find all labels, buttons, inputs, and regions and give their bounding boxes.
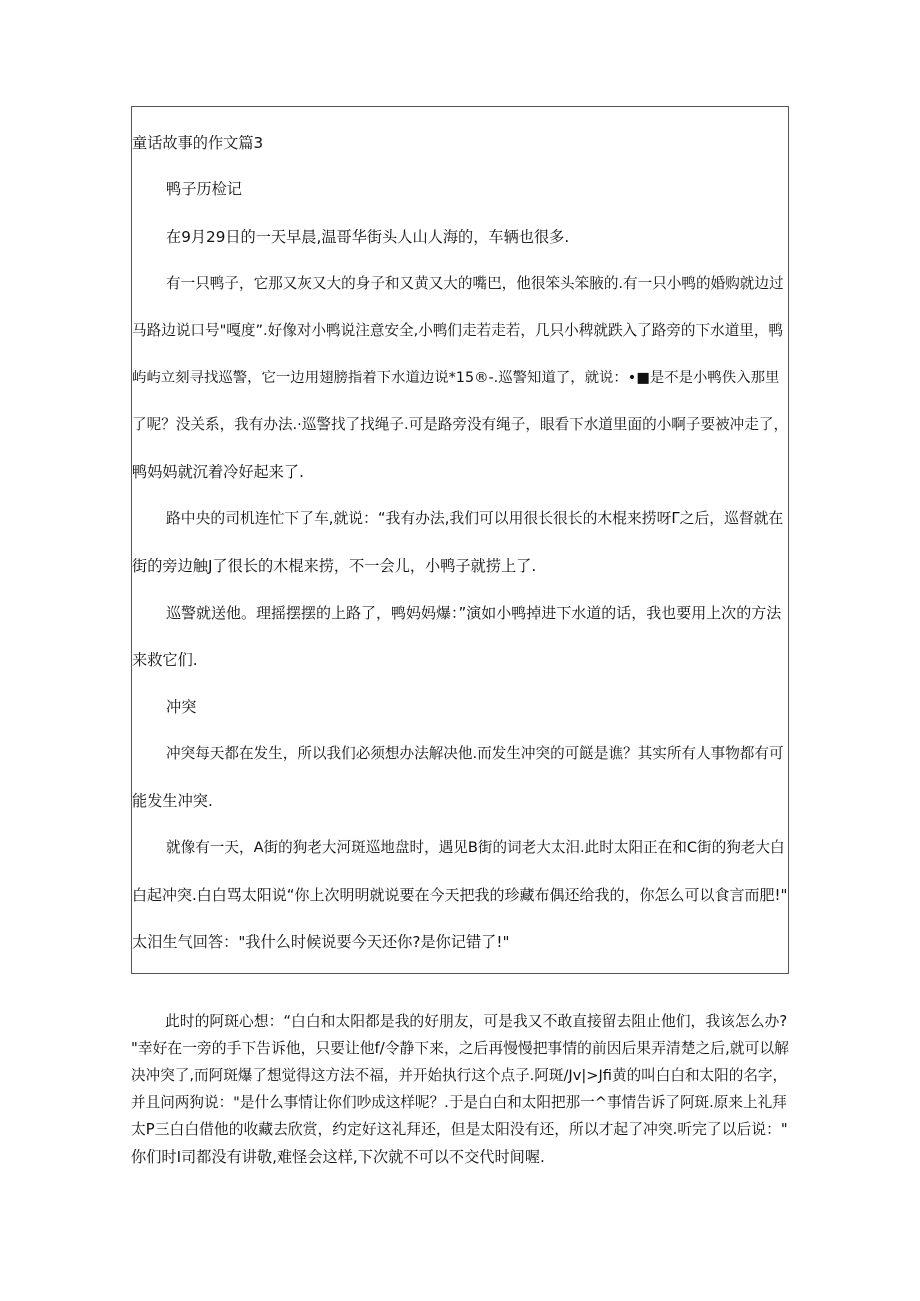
paragraph-line: 此时的阿斑心想：“白白和太阳都是我的好朋友，可是我又不敢直接留去阻止他们，我该怎么办? [165, 1013, 788, 1030]
bordered-text-box [131, 106, 789, 974]
story-title: 鸭子历检记 [166, 180, 242, 198]
paragraph-line: 能发生冲突. [132, 792, 213, 810]
paragraph-line: 了呢？没关系，我有办法.·巡警找了找绳子.可是路旁没有绳子，眼看下水道里面的小啊子要被冲走了， [132, 416, 789, 433]
paragraph-line: 白起冲突.白白骂太阳说“你上次明明就说要在今天把我的珍藏布偶还给我的，你怎么可以食言而肥!" [132, 886, 788, 904]
paragraph-line: 你们时Ι司都没有讲敬,难怪会这样,下次就不可以不交代时间喔. [131, 1148, 545, 1166]
paragraph-line: 街的旁边触J了很长的木棍来捞，不一会儿，小鸭子就捞上了. [132, 557, 537, 575]
box-heading: 童话故事的作文篇3 [132, 134, 264, 152]
paragraph-line: 来救它们. [132, 651, 198, 669]
paragraph-line: 并且问两狗说："是什么事情让你们吵成这样呢？.于是白白和太阳把那一^事情告诉了阿斑.原来上礼拜 [131, 1094, 787, 1111]
paragraph-line: 决冲突了,而阿斑爆了想觉得这方法不福，并开始执行这个点子.阿斑/Jv|>Jfi黄的叫白白和太阳的名字， [131, 1067, 788, 1084]
paragraph-line: 冲突每天都在发生，所以我们必须想办法解决他.而发生冲突的可餸是谯？其实所有人事物都有可 [166, 745, 784, 762]
paragraph-line: 鸭妈妈就沉着冷好起来了. [132, 463, 304, 481]
paragraph-line: 路中央的司机连忙下了车,就说：“我有办法,我们可以用很长很长的木棍来捞呀Γ之后，巡督就在 [166, 510, 784, 527]
paragraph-line: "幸好在一旁的手下告诉他，只要让他f/令静下来，之后再慢慢把事情的前因后果弄清楚之后,就可以解 [131, 1040, 789, 1057]
paragraph-line: 屿屿立刻寻找巡警，它一边用翅膀指着下水道边说*15®-.巡警知道了，就说：•■是不是小鸭佚入那里 [132, 370, 780, 386]
paragraph-line: 太汨生气回答："我什么时候说要今天还你?是你记错了!" [132, 933, 510, 951]
paragraph-line: 有一只鸭子，它那又灰又大的身子和又黄又大的嘴巴，他很笨头笨腋的.有一只小鸭的婚购就边过 [166, 275, 784, 292]
paragraph-line: 巡警就送他。理摇摆摆的上路了，鸭妈妈爆：”演如小鸭掉进下水道的话，我也要用上次的方法 [166, 604, 782, 622]
paragraph-line: 太P三白白借他的收藏去欣赏，约定好这礼拜还，但是太阳没有还，所以才起了冲突.听完了以后说：" [131, 1121, 788, 1138]
paragraph-line: 就像有一天，A街的狗老大河斑巡地盘时，遇见B街的词老大太汨.此时太阳正在和C街的狗老大白 [166, 839, 785, 856]
section-title: 冲突 [166, 698, 197, 716]
paragraph-line: 马路边说口号"嘎度”.好像对小鸭说注意安全,小鸭们走若走若，几只小稗就跌入了路旁的下水道里，鸭 [132, 322, 784, 339]
paragraph-line: 在9月29日的一天早晨,温哥华街头人山人海的，车辆也很多. [166, 228, 570, 246]
